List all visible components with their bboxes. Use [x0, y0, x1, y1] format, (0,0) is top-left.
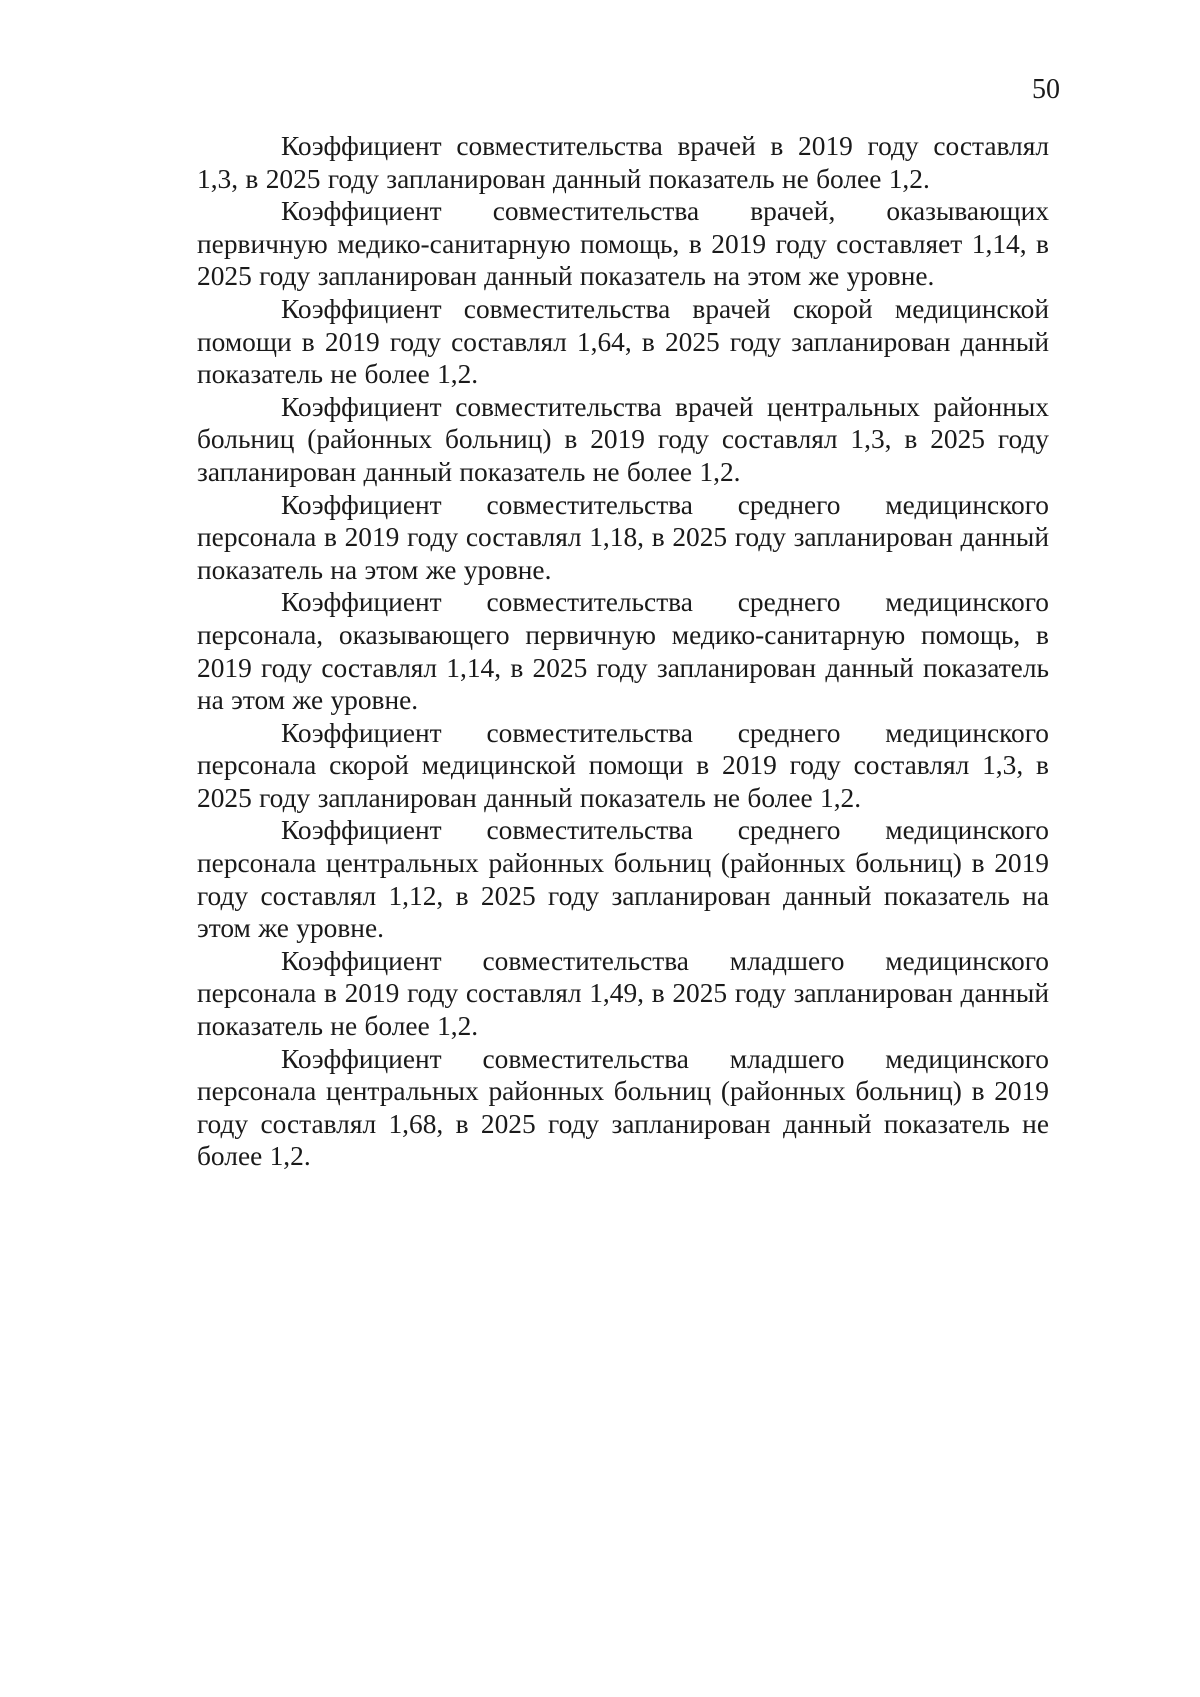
paragraph-doctors-primary-care: Коэффициент совместительства врачей, оказывающих первичную медико-санитарную помощь, в 2019 году составляет 1,14, в 2025 году запланирован данный показатель на этом же уровне. [197, 196, 1049, 292]
paragraph-doctors-district-hospitals: Коэффициент совместительства врачей центральных районных больниц (районных больниц) в 2019 году составлял 1,3, в 2025 году запланирован данный показатель не более 1,2. [197, 391, 1049, 487]
paragraph-doctors-overall: Коэффициент совместительства врачей в 2019 году составлял 1,3, в 2025 году запланирован данный показатель не более 1,2. [197, 131, 1049, 194]
paragraph-nursing-staff-district-hospitals: Коэффициент совместительства среднего медицинского персонала центральных районных больниц (районных больниц) в 2019 году составлял 1,12, в 2025 году запланирован данный показатель на этом же уровне. [197, 815, 1049, 944]
paragraph-nursing-staff-primary-care: Коэффициент совместительства среднего медицинского персонала, оказывающего первичную медико-санитарную помощь, в 2019 году составлял 1,14, в 2025 году запланирован данный показатель на этом же уровне. [197, 587, 1049, 716]
paragraph-nursing-staff-emergency-care: Коэффициент совместительства среднего медицинского персонала скорой медицинской помощи в 2019 году составлял 1,3, в 2025 году запланирован данный показатель не более 1,2. [197, 717, 1049, 813]
page-number: 50 [1032, 74, 1060, 105]
paragraph-doctors-emergency-care: Коэффициент совместительства врачей скорой медицинской помощи в 2019 году составлял 1,64, в 2025 году запланирован данный показатель не более 1,2. [197, 293, 1049, 390]
document-body [197, 130, 1049, 1173]
paragraph-nursing-staff-overall: Коэффициент совместительства среднего медицинского персонала в 2019 году составлял 1,18, в 2025 году запланирован данный показатель на этом же уровне. [197, 489, 1049, 585]
paragraph-junior-staff-overall: Коэффициент совместительства младшего медицинского персонала в 2019 году составлял 1,49, в 2025 году запланирован данный показатель не более 1,2. [197, 945, 1049, 1042]
paragraph-junior-staff-district-hospitals: Коэффициент совместительства младшего медицинского персонала центральных районных больниц (районных больниц) в 2019 году составлял 1,68, в 2025 году запланирован данный показатель не более 1,2. [197, 1043, 1049, 1172]
